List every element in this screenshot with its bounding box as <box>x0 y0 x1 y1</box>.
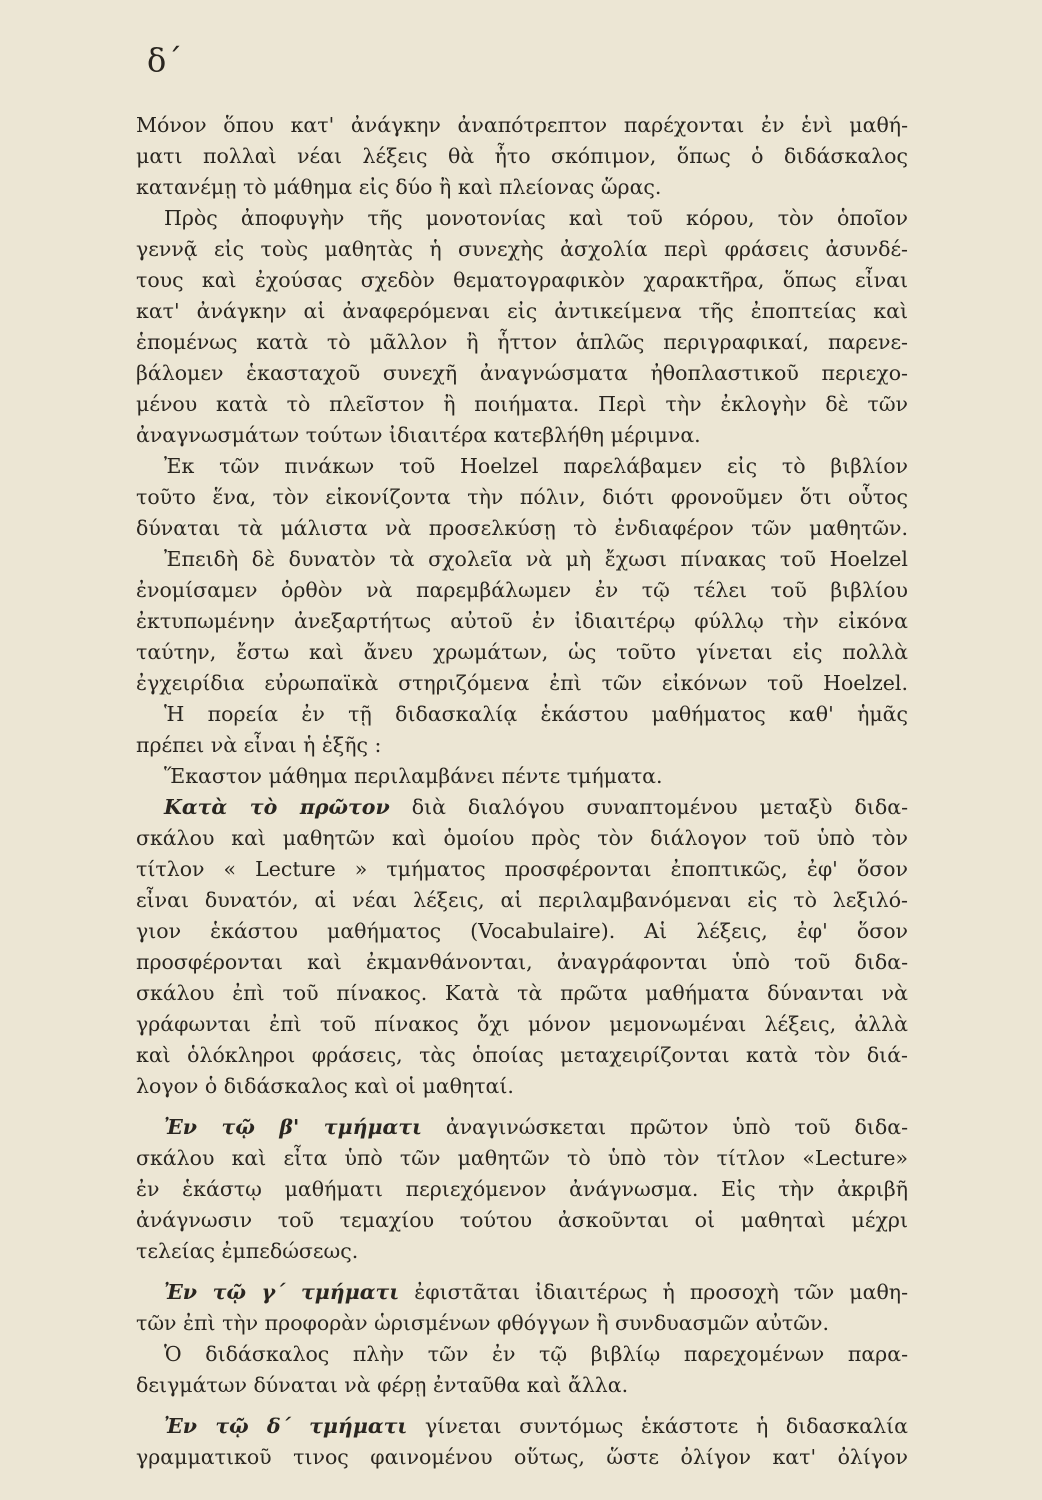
text-line: πρέπει νὰ εἶναι ἡ ἑξῆς : <box>136 733 382 757</box>
text-line: σκάλου ἐπὶ τοῦ πίνακος. Κατὰ τὰ πρῶτα μαθήματα δύνανται νὰ <box>136 981 908 1005</box>
text-line: μένου κατὰ τὸ πλεῖστον ἢ ποιήματα. Περὶ τὴν ἐκλογὴν δὲ τῶν <box>136 392 908 416</box>
text-line <box>136 1112 908 1143</box>
page-number: δ΄ <box>147 41 183 79</box>
text-line: τους καὶ ἐχούσας σχεδὸν θεματογραφικὸν χαρακτῆρα, ὅπως εἶναι <box>136 268 908 292</box>
text-line: Μόνον ὅπου κατ' ἀνάγκην ἀναπότρεπτον παρέχονται ἐν ἑνὶ μαθή- <box>136 113 908 137</box>
text-line: γιον ἑκάστου μαθήματος (Vocabulaire). Αἱ λέξεις, ἐφ' ὅσον <box>136 919 908 943</box>
text-line <box>136 1277 908 1308</box>
text-line: ἐγχειρίδια εὐρωπαϊκὰ στηριζόμενα ἐπὶ τῶν εἰκόνων τοῦ Hoelzel. <box>136 671 908 695</box>
text-line: εἶναι δυνατόν, αἱ νέαι λέξεις, αἱ περιλαμβανόμεναι εἰς τὸ λεξιλό- <box>136 888 908 912</box>
text-line: τίτλον « Lecture » τμήματος προσφέρονται ἐποπτικῶς, ἐφ' ὅσον <box>136 857 908 881</box>
text-line: τελείας ἐμπεδώσεως. <box>136 1239 359 1263</box>
paragraph-gap <box>136 1102 908 1112</box>
text-run: ἀναγινώσκεται πρῶτον ὑπὸ τοῦ διδα- <box>421 1115 908 1139</box>
text-line: τῶν ἐπὶ τὴν προφορὰν ὡρισμένων φθόγγων ἢ συνδυασμῶν αὐτῶν. <box>136 1311 829 1335</box>
text-line <box>136 792 908 823</box>
text-line: κατανέμῃ τὸ μάθημα εἰς δύο ἢ καὶ πλείονας ὥρας. <box>136 175 662 199</box>
text-line: γράφωνται ἐπὶ τοῦ πίνακος ὄχι μόνον μεμονωμέναι λέξεις, ἀλλὰ <box>136 1012 908 1036</box>
text-line: προσφέρονται καὶ ἐκμανθάνονται, ἀναγράφονται ὑπὸ τοῦ διδα- <box>136 950 908 974</box>
section-lead: Ἐν τῷ γ΄ τμήματι <box>164 1280 400 1304</box>
text-line: γραμματικοῦ τινος φαινομένου οὕτως, ὥστε ὀλίγον κατ' ὀλίγον <box>136 1445 908 1469</box>
text-line: Ἐκ τῶν πινάκων τοῦ Hoelzel παρελάβαμεν εἰς τὸ βιβλίον <box>164 454 908 478</box>
text-line: Ἡ πορεία ἐν τῇ διδασκαλίᾳ ἑκάστου μαθήματος καθ' ἡμᾶς <box>164 702 908 726</box>
text-line: γεννᾷ εἰς τοὺς μαθητὰς ἡ συνεχὴς ἀσχολία περὶ φράσεις ἀσυνδέ- <box>136 237 908 261</box>
text-line: ἐνομίσαμεν ὀρθὸν νὰ παρεμβάλωμεν ἐν τῷ τέλει τοῦ βιβλίου <box>136 578 908 602</box>
body-text <box>136 110 908 1473</box>
text-line: σκάλου καὶ εἶτα ὑπὸ τῶν μαθητῶν τὸ ὑπὸ τὸν τίτλον «Lecture» <box>136 1146 908 1170</box>
text-line: ἀναγνωσμάτων τούτων ἰδιαιτέρα κατεβλήθη μέριμνα. <box>136 423 701 447</box>
text-line: Ἐπειδὴ δὲ δυνατὸν τὰ σχολεῖα νὰ μὴ ἔχωσι πίνακας τοῦ Hoelzel <box>164 547 908 571</box>
text-line <box>136 1411 908 1442</box>
text-line: ματι πολλαὶ νέαι λέξεις θὰ ἦτο σκόπιμον, ὅπως ὁ διδάσκαλος <box>136 144 908 168</box>
text-line: ἑπομένως κατὰ τὸ μᾶλλον ἢ ἧττον ἁπλῶς περιγραφικαί, παρενε- <box>136 330 908 354</box>
text-line: Πρὸς ἀποφυγὴν τῆς μονοτονίας καὶ τοῦ κόρου, τὸν ὁποῖον <box>164 206 908 230</box>
text-run: γίνεται συντόμως ἑκάστοτε ἡ διδασκαλία <box>407 1414 908 1438</box>
text-line: λογον ὁ διδάσκαλος καὶ οἱ μαθηταί. <box>136 1074 514 1098</box>
paragraph-gap <box>136 1401 908 1411</box>
text-line: τοῦτο ἕνα, τὸν εἰκονίζοντα τὴν πόλιν, διότι φρονοῦμεν ὅτι οὗτος <box>136 485 908 509</box>
text-line: ἀνάγνωσιν τοῦ τεμαχίου τούτου ἀσκοῦνται οἱ μαθηταὶ μέχρι <box>136 1208 908 1232</box>
text-line: βάλομεν ἑκασταχοῦ συνεχῆ ἀναγνώσματα ἠθοπλαστικοῦ περιεχο- <box>136 361 908 385</box>
text-line: δειγμάτων δύναται νὰ φέρῃ ἐνταῦθα καὶ ἄλλα. <box>136 1373 629 1397</box>
text-run: διὰ διαλόγου συναπτομένου μεταξὺ διδα- <box>389 795 908 819</box>
text-line: κατ' ἀνάγκην αἱ ἀναφερόμεναι εἰς ἀντικείμενα τῆς ἐποπτείας καὶ <box>136 299 908 323</box>
text-run: ἐφιστᾶται ἰδιαιτέρως ἡ προσοχὴ τῶν μαθη- <box>399 1280 908 1304</box>
text-line: σκάλου καὶ μαθητῶν καὶ ὁμοίου πρὸς τὸν διάλογον τοῦ ὑπὸ τὸν <box>136 826 908 850</box>
text-line: ταύτην, ἔστω καὶ ἄνευ χρωμάτων, ὡς τοῦτο γίνεται εἰς πολλὰ <box>136 640 908 664</box>
text-line: Ἕκαστον μάθημα περιλαμβάνει πέντε τμήματα. <box>164 764 663 788</box>
text-line: ἐκτυπωμένην ἀνεξαρτήτως αὐτοῦ ἐν ἰδιαιτέρῳ φύλλῳ τὴν εἰκόνα <box>136 609 908 633</box>
section-lead: Ἐν τῷ β' τμήματι <box>164 1115 422 1139</box>
text-line: ἐν ἑκάστῳ μαθήματι περιεχόμενον ἀνάγνωσμα. Εἰς τὴν ἀκριβῆ <box>136 1177 908 1201</box>
text-line: Ὁ διδάσκαλος πλὴν τῶν ἐν τῷ βιβλίῳ παρεχομένων παρα- <box>164 1342 908 1366</box>
text-line: δύναται τὰ μάλιστα νὰ προσελκύσῃ τὸ ἐνδιαφέρον τῶν μαθητῶν. <box>136 516 908 540</box>
section-lead: Ἐν τῷ δ΄ τμήματι <box>164 1414 408 1438</box>
section-lead: Κατὰ τὸ πρῶτον <box>164 795 390 819</box>
paragraph-gap <box>136 1267 908 1277</box>
text-line: καὶ ὁλόκληροι φράσεις, τὰς ὁποίας μεταχειρίζονται κατὰ τὸν διά- <box>136 1043 908 1067</box>
